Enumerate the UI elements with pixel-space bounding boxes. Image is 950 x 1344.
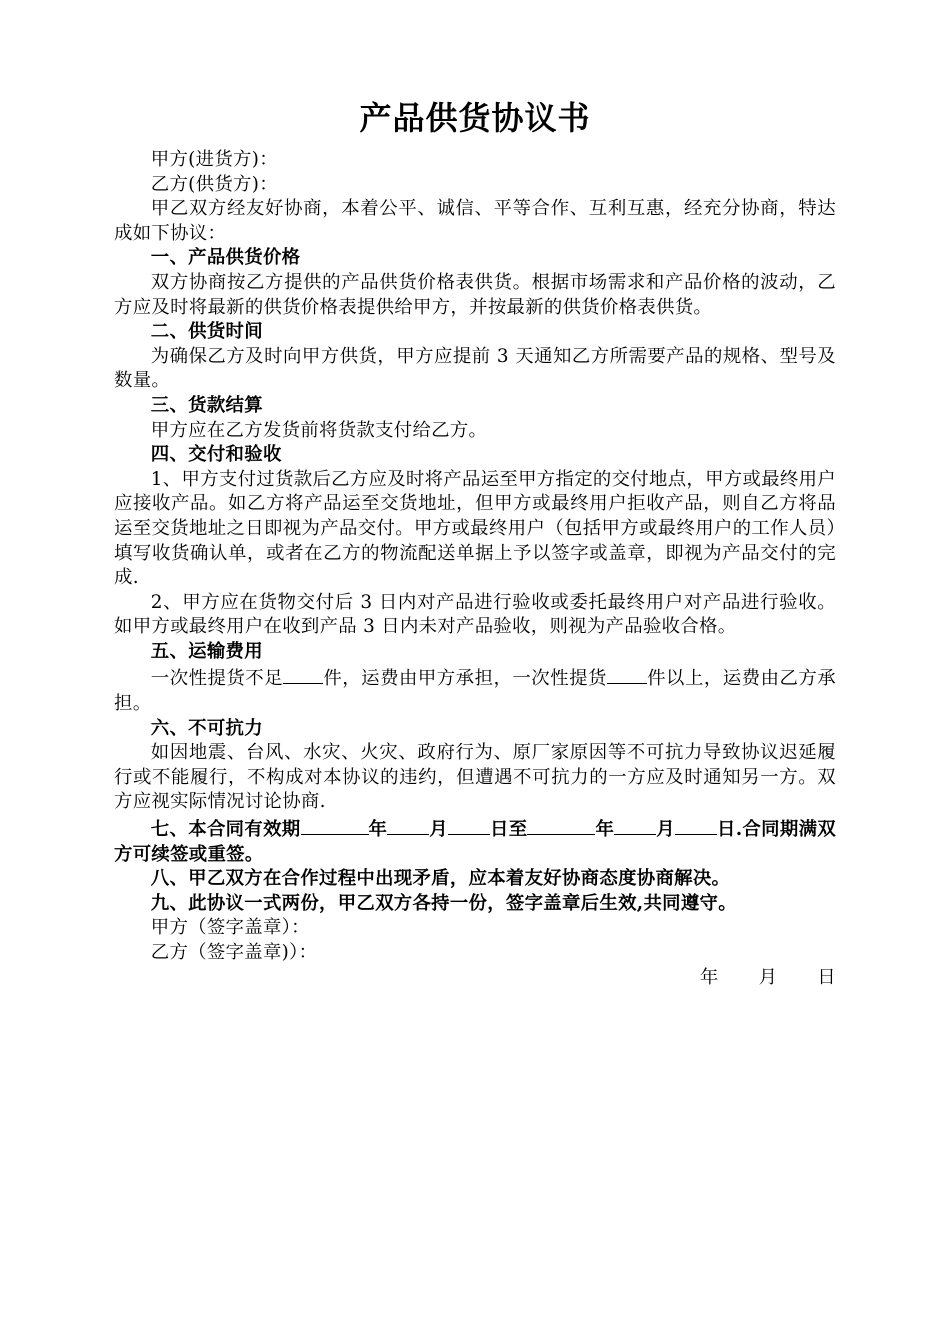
section-7-year-1: 年	[368, 819, 388, 841]
section-2-heading: 二、供货时间	[150, 321, 263, 343]
document-title: 产品供货协议书	[359, 99, 591, 137]
section-7-month-2: 月	[656, 819, 675, 841]
agreement-document	[114, 98, 836, 990]
section-4-heading: 四、交付和验收	[150, 444, 282, 466]
intro-paragraph: 甲乙双方经友好协商，本着公平、诚信、平等合作、互利互惠，经充分协商，特达成如下协议：	[114, 198, 836, 244]
section-5-text-part-3: 件以上，运费由乙方承担。	[114, 668, 836, 715]
start-day-blank	[448, 815, 490, 835]
party-a-line: 甲方(进货方)：	[150, 149, 278, 170]
section-5-text-part-2: 件，运费由甲方承担，一次性提货	[323, 668, 607, 690]
section-5-text-part-1: 一次性提货不足	[150, 668, 284, 690]
quantity-blank-2	[607, 664, 647, 684]
party-b-line: 乙方(供货方)：	[150, 173, 278, 195]
start-year-blank	[301, 815, 369, 835]
date-month: 月	[758, 966, 778, 988]
section-1-heading: 一、产品供货价格	[150, 247, 301, 269]
section-3-heading: 三、货款结算	[150, 394, 263, 416]
section-7-part-2: 日.合同期满双方可续签或重签。	[114, 819, 836, 865]
section-4-paragraph-2: 2、甲方应在货物交付后 3 日内对产品进行验收或委托最终用户对产品进行验收。如甲方或最终用户在收到产品 3 日内未对产品验收，则视为产品验收合格。	[114, 591, 836, 638]
section-8-text: 八、甲乙双方在合作过程中出现矛盾，应本着友好协商态度协商解决。	[150, 868, 731, 890]
section-6-heading: 六、不可抗力	[150, 717, 263, 739]
signature-party-b: 乙方（签字盖章)）：	[150, 942, 318, 963]
start-month-blank	[387, 815, 429, 835]
section-5-text	[114, 664, 836, 716]
section-2-text: 为确保乙方及时向甲方供货，甲方应提前 3 天通知乙方所需要产品的规格、型号及数量。	[114, 345, 836, 392]
section-9-text: 九、此协议一式两份，甲乙双方各持一份，签字盖章后生效,共同遵守。	[150, 892, 737, 914]
date-year: 年	[699, 966, 719, 988]
section-5-heading: 五、运输费用	[150, 640, 263, 662]
section-1-text: 双方协商按乙方提供的产品供货价格表供货。根据市场需求和产品价格的波动，乙方应及时将最新的供货价格表提供给甲方，并按最新的供货价格表供货。	[114, 271, 836, 318]
end-day-blank	[675, 815, 717, 835]
signature-party-a: 甲方（签字盖章）：	[150, 917, 310, 939]
section-6-text: 如因地震、台风、水灾、火灾、政府行为、原厂家原因等不可抗力导致协议迟延履行或不能履行，不构成对本协议的违约，但遭遇不可抗力的一方应及时通知另一方。双方应视实际情况讨论协商.	[114, 742, 836, 813]
section-7-text	[114, 815, 836, 867]
quantity-blank-1	[283, 664, 323, 684]
section-7-part-1: 七、本合同有效期	[150, 819, 301, 841]
section-7-to: 日至	[490, 819, 528, 841]
signature-date	[114, 966, 836, 991]
section-7-month-1: 月	[429, 819, 449, 841]
end-year-blank	[527, 815, 595, 835]
section-4-paragraph-1: 1、甲方支付过货款后乙方应及时将产品运至甲方指定的交付地点，甲方或最终用户应接收产品。如乙方将产品运至交货地址，但甲方或最终用户拒收产品，则自乙方将品运至交货地址之日即视为产品交付。甲方或最终用户（包括甲方或最终用户的工作人员）填写收货确认单，或者在乙方的物流配送单据上予以签字或盖章，即视为产品交付的完成.	[114, 468, 836, 589]
date-day: 日	[817, 966, 836, 988]
section-3-text: 甲方应在乙方发货前将货款支付给乙方。	[150, 419, 488, 441]
section-7-year-2: 年	[595, 819, 615, 841]
end-month-blank	[614, 815, 656, 835]
